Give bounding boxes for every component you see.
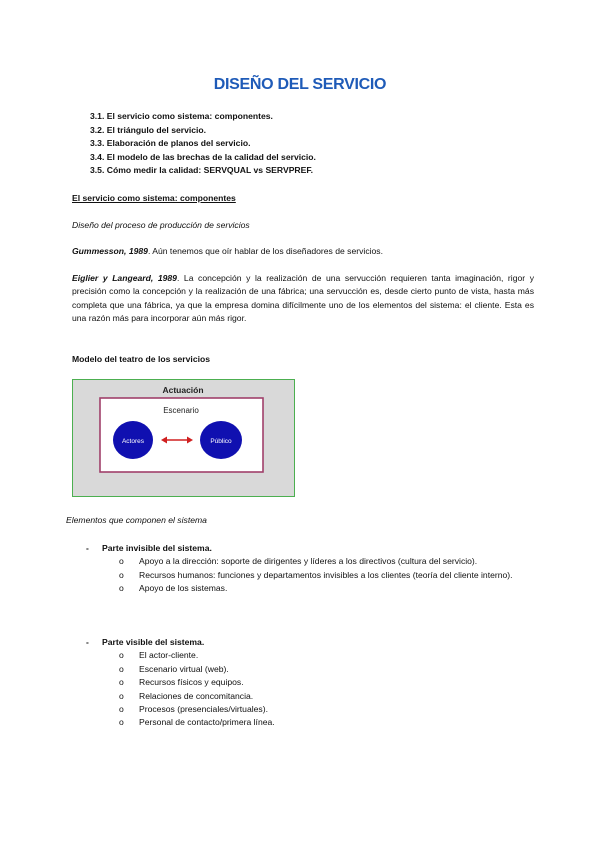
invisible-part-list <box>86 542 534 596</box>
circle-bullet: o <box>119 704 124 715</box>
list-item-text: Apoyo a la dirección: soporte de dirigentes y líderes a los directivos (cultura del servicio). <box>139 556 478 567</box>
page-title: DISEÑO DEL SERVICIO <box>213 76 387 93</box>
toc-item <box>90 164 316 178</box>
list-item-text: Personal de contacto/primera línea. <box>139 717 275 728</box>
list-item-text: El actor-cliente. <box>139 650 199 661</box>
circle-bullet: o <box>119 583 124 594</box>
visible-part-list <box>86 636 534 730</box>
gummesson-author: Gummesson, 1989 <box>72 246 148 256</box>
eiglier-author: Eiglier y Langeard, 1989 <box>72 273 177 283</box>
list-item <box>86 703 534 716</box>
audience-label: Público <box>210 438 232 445</box>
invisible-heading: Parte invisible del sistema. <box>102 543 212 553</box>
circle-bullet: o <box>119 663 124 674</box>
theater-model-diagram <box>72 379 295 497</box>
invisible-heading-row <box>86 542 534 555</box>
toc-item <box>90 151 316 165</box>
model-heading: Modelo del teatro de los servicios <box>72 354 211 364</box>
toc-text: Cómo medir la calidad: SERVQUAL vs SERVPREF. <box>106 165 314 175</box>
toc-number: 3.2. <box>90 124 105 135</box>
list-item-text: Recursos humanos: funciones y departamentos invisibles a los clientes (teoría del cliente interno). <box>139 569 513 580</box>
gummesson-paragraph <box>72 245 534 258</box>
toc-number: 3.1. <box>90 111 105 121</box>
toc-text: El modelo de las brechas de la calidad del servicio. <box>106 151 316 162</box>
toc-text: Elaboración de planos del servicio. <box>106 138 251 148</box>
circle-bullet: o <box>119 717 124 728</box>
toc-text: El servicio como sistema: componentes. <box>106 111 273 121</box>
toc-number: 3.5. <box>90 165 105 175</box>
eiglier-paragraph <box>72 272 534 326</box>
list-item <box>86 690 534 703</box>
actors-label: Actores <box>121 438 145 445</box>
visible-heading-row <box>86 636 534 649</box>
outer-label: Actuación <box>162 385 204 395</box>
list-item-text: Escenario virtual (web). <box>139 663 229 674</box>
dash-bullet: - <box>86 543 89 553</box>
list-item-text: Recursos físicos y equipos. <box>139 677 244 688</box>
list-item <box>86 555 534 568</box>
toc-item <box>90 137 316 151</box>
theater-model-svg <box>73 380 293 495</box>
circle-bullet: o <box>119 690 124 701</box>
list-item-text: Relaciones de concomitancia. <box>139 690 254 701</box>
toc-item <box>90 124 316 138</box>
inner-label: Escenario <box>163 406 199 415</box>
toc-number: 3.4. <box>90 151 105 162</box>
list-item <box>86 676 534 689</box>
eiglier-text: . La concepción y la realización de una servucción requieren tanta imaginación, rigor y precisión como la concepción y la realización de una fábrica; una servucción es, desde cierto punto de vista, hasta más completa que una fábrica, ya que la empresa domina difícilmente uno de los elementos del sistema: el cliente. Esta es una razón más para incorporar aún más rigor. <box>72 273 534 324</box>
process-subheading: Diseño del proceso de producción de servicios <box>72 220 250 230</box>
list-item <box>86 716 534 729</box>
circle-bullet: o <box>119 677 124 688</box>
visible-heading: Parte visible del sistema. <box>102 637 205 647</box>
list-item-text: Procesos (presenciales/virtuales). <box>139 704 268 715</box>
toc-text: El triángulo del servicio. <box>106 124 207 135</box>
table-of-contents <box>90 110 316 178</box>
gummesson-text: . Aún tenemos que oír hablar de los diseñadores de servicios. <box>147 246 383 256</box>
section-heading: El servicio como sistema: componentes <box>72 193 236 203</box>
circle-bullet: o <box>119 569 124 580</box>
list-item-text: Apoyo de los sistemas. <box>139 583 228 594</box>
elements-caption: Elementos que componen el sistema <box>66 515 207 525</box>
list-item <box>86 582 534 595</box>
list-item <box>86 569 534 582</box>
circle-bullet: o <box>119 556 124 567</box>
list-item <box>86 663 534 676</box>
circle-bullet: o <box>119 650 124 661</box>
toc-item <box>90 110 316 124</box>
toc-number: 3.3. <box>90 138 105 148</box>
dash-bullet: - <box>86 637 89 647</box>
list-item <box>86 649 534 662</box>
